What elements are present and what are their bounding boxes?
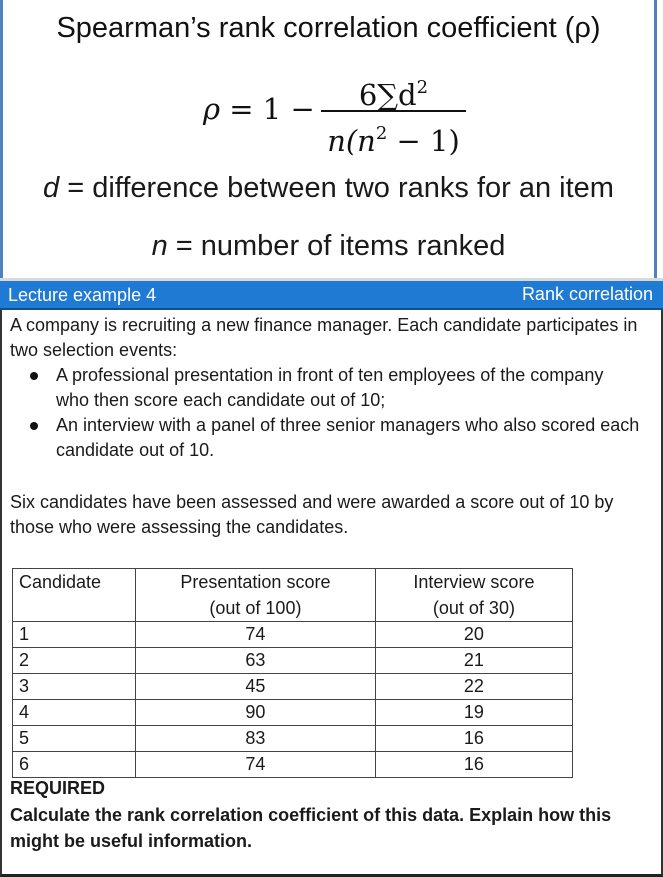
scores-table [12,568,573,778]
candidate-cell: 3 [13,674,136,700]
header-interview: Interview score (out of 30) [375,569,572,622]
presentation-cell: 74 [136,752,376,778]
presentation-cell: 83 [136,726,376,752]
table-row [13,726,573,752]
required-heading: REQUIRED [10,778,106,798]
candidate-cell: 6 [13,752,136,778]
interview-cell: 21 [375,648,572,674]
selection-events-list [20,363,640,463]
example-title: Lecture example 4 [8,285,157,305]
formula-equals-one-minus: = 1 − [229,92,315,126]
table-header-row [13,569,573,622]
example-body [0,310,663,877]
intro-paragraph: A company is recruiting a new finance manager. Each candidate participates in two selection events: [10,315,638,360]
definition-d: d = difference between two ranks for an item [43,172,614,204]
list-item: A professional presentation in front of ten employees of the company who then score each candidate out of 10; [20,363,640,413]
table-row [13,622,573,648]
table-row [13,752,573,778]
interview-cell: 16 [375,726,572,752]
presentation-cell: 45 [136,674,376,700]
header-presentation: Presentation score (out of 100) [136,569,376,622]
required-text: Calculate the rank correlation coefficient of this data. Explain how this might be useful information. [10,805,612,851]
candidate-cell: 1 [13,622,136,648]
assessment-paragraph: Six candidates have been assessed and were awarded a score out of 10 by those who were assessing the candidates. [10,492,614,537]
candidate-cell: 2 [13,648,136,674]
formula-denominator: $n(n^2 - 1)$ [327,123,460,158]
formula-fraction [321,68,466,156]
definition-n: n = number of items ranked [151,230,506,262]
list-item: An interview with a panel of three senior managers who also scored each candidate out of 10. [20,413,640,463]
interview-cell: 19 [375,700,572,726]
rho-symbol: ρ [203,92,221,126]
formula-panel [0,0,657,278]
presentation-cell: 90 [136,700,376,726]
formula-title: Spearman’s rank correlation coefficient (ρ) [56,12,601,44]
topic-label: Rank correlation [521,284,653,304]
header-candidate: Candidate [13,569,136,622]
table-row [13,674,573,700]
interview-cell: 20 [375,622,572,648]
table-row [13,648,573,674]
formula-lhs [203,92,315,126]
candidate-cell: 4 [13,700,136,726]
formula-numerator: $6\sum d^2$ [358,77,429,112]
example-header [0,281,663,310]
presentation-cell: 74 [136,622,376,648]
presentation-cell: 63 [136,648,376,674]
interview-cell: 22 [375,674,572,700]
interview-cell: 16 [375,752,572,778]
candidate-cell: 5 [13,726,136,752]
table-row [13,700,573,726]
